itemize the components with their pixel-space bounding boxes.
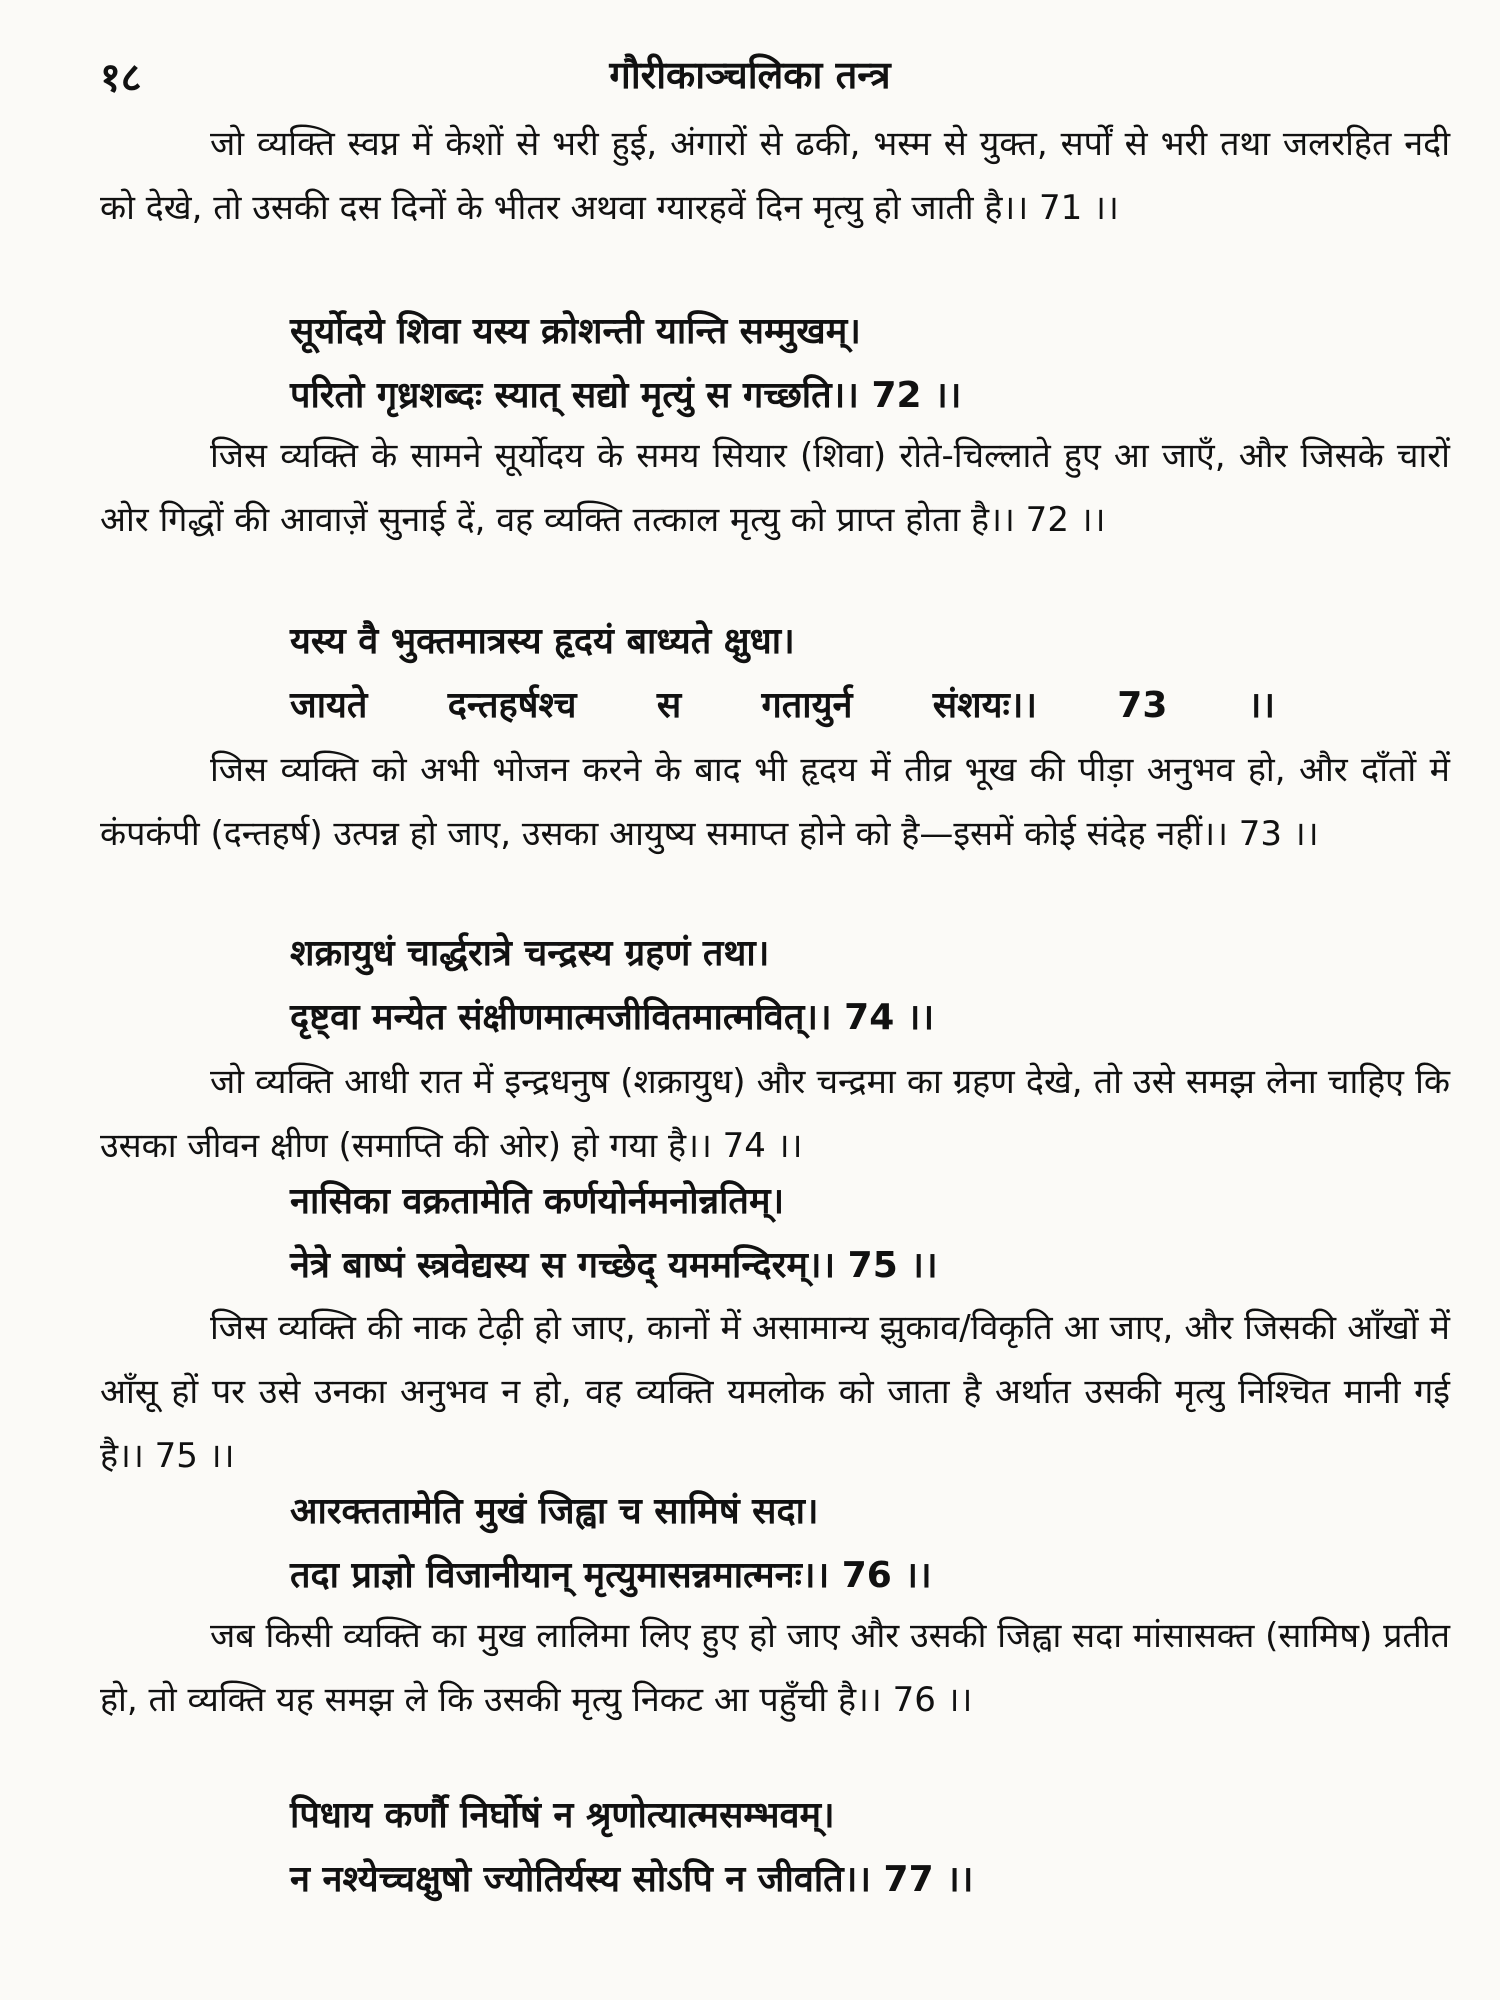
- verse-line: दृष्ट्वा मन्येत संक्षीणमात्मजीवितमात्मवित्।। 74 ।।: [290, 997, 935, 1038]
- verse-line: शक्रायुधं चार्द्धरात्रे चन्द्रस्य ग्रहणं तथा।: [290, 933, 770, 974]
- translation-paragraph-75: [100, 1296, 1450, 1488]
- translation-paragraph-72: [100, 424, 1450, 552]
- translation-text: जो व्यक्ति स्वप्न में केशों से भरी हुई, अंगारों से ढकी, भस्म से युक्त, सर्पों से भरी तथा जलरहित नदी को देखे, तो उसकी दस दिनों के भीतर अथवा ग्यारहवें दिन मृत्यु हो जाती है।। 71 ।।: [100, 124, 1450, 228]
- page-header: [100, 48, 1400, 108]
- translation-paragraph-71: [100, 112, 1450, 240]
- verse-77: [290, 1784, 1275, 1912]
- translation-text: जो व्यक्ति आधी रात में इन्द्रधनुष (शक्रायुध) और चन्द्रमा का ग्रहण देखे, तो उसे समझ लेना चाहिए कि उसका जीवन क्षीण (समाप्ति की ओर) हो गया है।। 74 ।।: [100, 1062, 1450, 1166]
- page-number: १८: [100, 55, 142, 101]
- translation-text: जिस व्यक्ति की नाक टेढ़ी हो जाए, कानों में असामान्य झुकाव/विकृति आ जाए, और जिसकी आँखों में आँसू हों पर उसे उनका अनुभव न हो, वह व्यक्ति यमलोक को जाता है अर्थात उसकी मृत्यु निश्चित मानी गई है।। 75 ।।: [100, 1308, 1450, 1476]
- translation-text: जिस व्यक्ति के सामने सूर्योदय के समय सियार (शिवा) रोते-चिल्लाते हुए आ जाएँ, और जिसके चारों ओर गिद्धों की आवाज़ें सुनाई दें, वह व्यक्ति तत्काल मृत्यु को प्राप्त होता है।। 72 ।।: [100, 436, 1450, 540]
- translation-text: जिस व्यक्ति को अभी भोजन करने के बाद भी हृदय में तीव्र भूख की पीड़ा अनुभव हो, और दाँतों में कंपकंपी (दन्तहर्ष) उत्पन्न हो जाए, उसका आयुष्य समाप्त होने को है—इसमें कोई संदेह नहीं।। 73 ।।: [100, 750, 1450, 854]
- verse-line: परितो गृध्रशब्दः स्यात् सद्यो मृत्युं स गच्छति।। 72 ।।: [290, 375, 962, 416]
- verse-line: पिधाय कर्णौ निर्घोषं न श्रृणोत्यात्मसम्भवम्।: [290, 1795, 835, 1836]
- verse-73: [290, 610, 1275, 738]
- verse-74: [290, 922, 1275, 1050]
- verse-line: तदा प्राज्ञो विजानीयान् मृत्युमासन्नमात्मनः।। 76 ।।: [290, 1555, 932, 1596]
- translation-paragraph-73: [100, 738, 1450, 866]
- verse-72: [290, 300, 1275, 428]
- verse-line: आरक्ततामेति मुखं जिह्वा च सामिषं सदा।: [290, 1491, 819, 1532]
- verse-line: न नश्येच्चक्षुषो ज्योतिर्यस्य सोऽपि न जीवति।। 77 ।।: [290, 1859, 974, 1900]
- verse-76: [290, 1480, 1275, 1608]
- verse-line: नासिका वक्रतामेति कर्णयोर्नमनोन्नतिम्।: [290, 1181, 785, 1222]
- verse-line: जायते दन्तहर्षश्च स गतायुर्न संशयः।। 73 ।।: [290, 685, 1275, 726]
- translation-paragraph-74: [100, 1050, 1450, 1178]
- running-title: गौरीकाञ्चलिका तन्त्र: [609, 53, 891, 97]
- verse-line: नेत्रे बाष्पं स्त्रवेद्यस्य स गच्छेद् यममन्दिरम्।। 75 ।।: [290, 1245, 938, 1286]
- verse-75: [290, 1170, 1275, 1298]
- translation-text: जब किसी व्यक्ति का मुख लालिमा लिए हुए हो जाए और उसकी जिह्वा सदा मांसासक्त (सामिष) प्रतीत हो, तो व्यक्ति यह समझ ले कि उसकी मृत्यु निकट आ पहुँची है।। 76 ।।: [100, 1616, 1450, 1720]
- translation-paragraph-76: [100, 1604, 1450, 1732]
- verse-line: सूर्योदये शिवा यस्य क्रोशन्ती यान्ति सम्मुखम्।: [290, 311, 861, 352]
- verse-line: यस्य वै भुक्तमात्रस्य हृदयं बाध्यते क्षुधा।: [290, 621, 795, 662]
